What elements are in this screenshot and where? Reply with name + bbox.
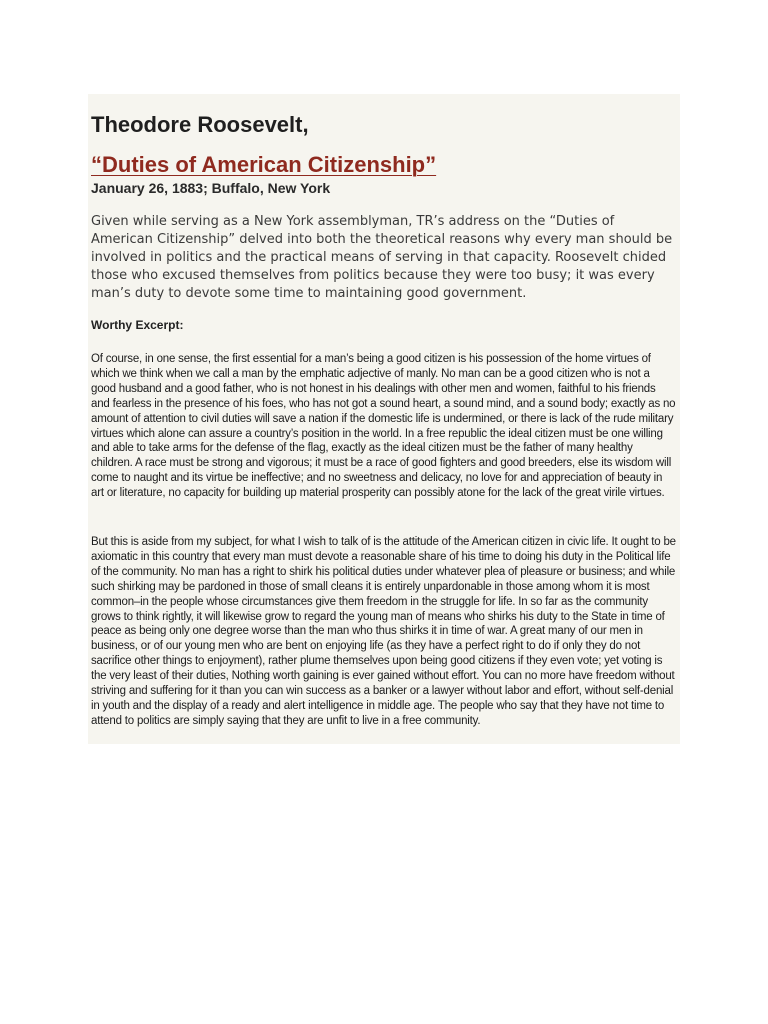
excerpt-label: Worthy Excerpt: — [91, 318, 184, 332]
document-panel — [88, 94, 680, 744]
speech-title-link[interactable]: “Duties of American Citizenship” — [91, 152, 437, 177]
date-place: January 26, 1883; Buffalo, New York — [91, 180, 331, 196]
author-heading: Theodore Roosevelt, — [91, 112, 309, 137]
excerpt-paragraph-1: Of course, in one sense, the first essential for a man’s being a good citizen is his possession of the home virtues of which we think when we call a man by the emphatic adjective of manly. No man can be a good citizen who is not a good husband and a good father, who is not honest in his dealings with other men and women, faithful to his friends and fearless in the presence of his foes, who has not got a sound heart, a sound mind, and a sound body; exactly as no amount of attention to civil duties will save a nation if the domestic life is undermined, or there is lack of the rude military virtues which alone can assure a country’s position in the world. In a free republic the ideal citizen must be one willing and able to take arms for the defense of the flag, exactly as the ideal citizen must be the father of many healthy children. A race must be strong and vigorous; it must be a race of good fighters and good breeders, else its wisdom will come to naught and its virtue be ineffective; and no sweetness and delicacy, no love for and appreciation of beauty in art or literature, no capacity for building up material prosperity can possibly atone for the lack of the great virile virtues. — [91, 353, 676, 500]
intro-paragraph: Given while serving as a New York assemblyman, TR’s address on the “Duties of American Citizenship” delved into both the theoretical reasons why every man should be involved in politics and the practical means of serving in that capacity. Roosevelt chided those who excused themselves from politics because they were too busy; it was every man’s duty to devote some time to maintaining good government. — [91, 214, 673, 301]
excerpt-paragraph-2: But this is aside from my subject, for what I wish to talk of is the attitude of the American citizen in civic life. It ought to be axiomatic in this country that every man must devote a reasonable share of his time to doing his duty in the Political life of the community. No man has a right to shirk his political duties under whatever plea of pleasure or business; and while such shirking may be pardoned in those of small cleans it is entirely unpardonable in those among whom it is most common–in the people whose circumstances give them freedom in the struggle for life. In so far as the community grows to think rightly, it will likewise grow to regard the young man of means who shirks his duty to the State in time of peace as being only one degree worse than the man who thus shirks it in time of war. A great many of our men in business, or of our young men who are bent on enjoying life (as they have a perfect right to do if only they do not sacrifice other things to enjoyment), rather plume themselves upon being good citizens if they even vote; yet voting is the very least of their duties, Nothing worth gaining is ever gained without effort. You can no more have freedom without striving and suffering for it than you can win success as a banker or a lawyer without labor and effort, without self-denial in youth and the display of a ready and alert intelligence in middle age. The people who say that they have not time to attend to politics are simply saying that they are unfit to live in a free community. — [91, 536, 676, 727]
